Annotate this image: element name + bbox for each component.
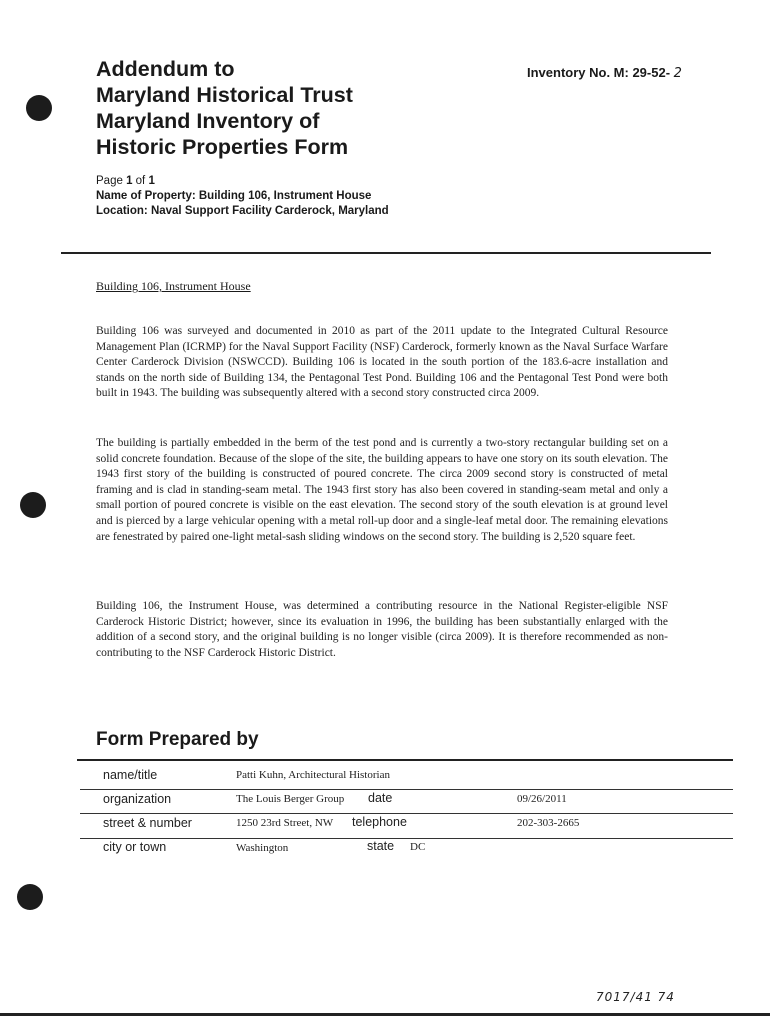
page-indicator: Page 1 of 1 <box>96 175 155 187</box>
title-line-1: Addendum to <box>96 57 235 81</box>
form-row-organization <box>77 790 733 814</box>
form-meta <box>96 174 389 219</box>
street-value: 1250 23rd Street, NW <box>236 817 334 829</box>
name-title-value: Patti Kuhn, Architectural Historian <box>236 769 390 781</box>
form-row-street <box>77 814 733 838</box>
title-line-3: Maryland Inventory of <box>96 109 320 133</box>
punch-hole-middle <box>20 492 46 518</box>
title-line-2: Maryland Historical Trust <box>96 83 353 107</box>
form-prepared-heading: Form Prepared by <box>96 729 259 750</box>
paragraph-3: Building 106, the Instrument House, was determined a contributing resource in the National Register-eligible NSF Carderock Historic District; however, since its evaluation in 1996, the building has been substantially enlarged with the addition of a second story, and the original building is no longer visible (circa 2009). It is therefore recommended as non-contributing to the NSF Carderock Historic District. <box>96 600 668 659</box>
punch-hole-top <box>26 95 52 121</box>
date-value: 09/26/2011 <box>517 793 567 805</box>
inventory-label: Inventory No. M: 29-52- <box>527 65 671 80</box>
organization-label: organization <box>103 792 172 806</box>
handwritten-footer-note: 7017/41 74 <box>596 990 675 1004</box>
form-row-city <box>77 839 733 863</box>
paragraph-2: The building is partially embedded in the berm of the test pond and is currently a two-story rectangular building set on a solid concrete foundation. Because of the slope of the site, the building appears to have one story on its south elevation. The 1943 first story of the building is constructed of poured concrete. The circa 2009 second story is constructed of metal framing and is clad in standing-seam metal. The 1943 first story has also been covered in standing-seam metal and only a small portion of poured concrete is visible on the east elevation. The second story of the south elevation is at ground level and is pierced by a large vehicular opening with a metal roll-up door and a single-leaf metal door. The remaining elevations are fenestrated by paired one-light metal-sash sliding windows on the second story. The building is 2,520 square feet. <box>96 437 668 543</box>
inventory-handwritten-suffix: 2 <box>673 66 682 81</box>
state-label: state <box>367 839 395 853</box>
form-title <box>96 56 496 160</box>
form-row-name <box>77 766 733 790</box>
property-location: Location: Naval Support Facility Carderock, Maryland <box>96 205 389 217</box>
city-label: city or town <box>103 840 167 854</box>
telephone-label: telephone <box>352 815 407 829</box>
property-name: Name of Property: Building 106, Instrument House <box>96 190 372 202</box>
name-title-label: name/title <box>103 768 158 782</box>
inventory-number <box>527 65 682 81</box>
section-heading: Building 106, Instrument House <box>96 279 251 293</box>
telephone-value: 202-303-2665 <box>517 817 580 829</box>
scan-bottom-edge <box>0 1013 770 1016</box>
street-label: street & number <box>103 816 192 830</box>
header-divider <box>61 252 711 254</box>
organization-value: The Louis Berger Group <box>236 793 345 805</box>
date-label: date <box>368 791 393 805</box>
punch-hole-bottom <box>17 884 43 910</box>
form-divider <box>77 759 733 761</box>
title-line-4: Historic Properties Form <box>96 135 349 159</box>
state-value: DC <box>410 841 426 853</box>
city-value: Washington <box>236 842 289 854</box>
paragraph-1: Building 106 was surveyed and documented in 2010 as part of the 2011 update to the Integrated Cultural Resource Management Plan (ICRMP) for the Naval Support Facility (NSF) Carderock, formerly known as the Naval Surface Warfare Center Carderock Division (NSWCCD). Building 106 is located in the south portion of the 183.6-acre installation and stands on the north side of Building 134, the Pentagonal Test Pond. Building 106 and the Pentagonal Test Pond were both built in 1943. The building was subsequently altered with a second story constructed circa 2009. <box>96 325 668 400</box>
